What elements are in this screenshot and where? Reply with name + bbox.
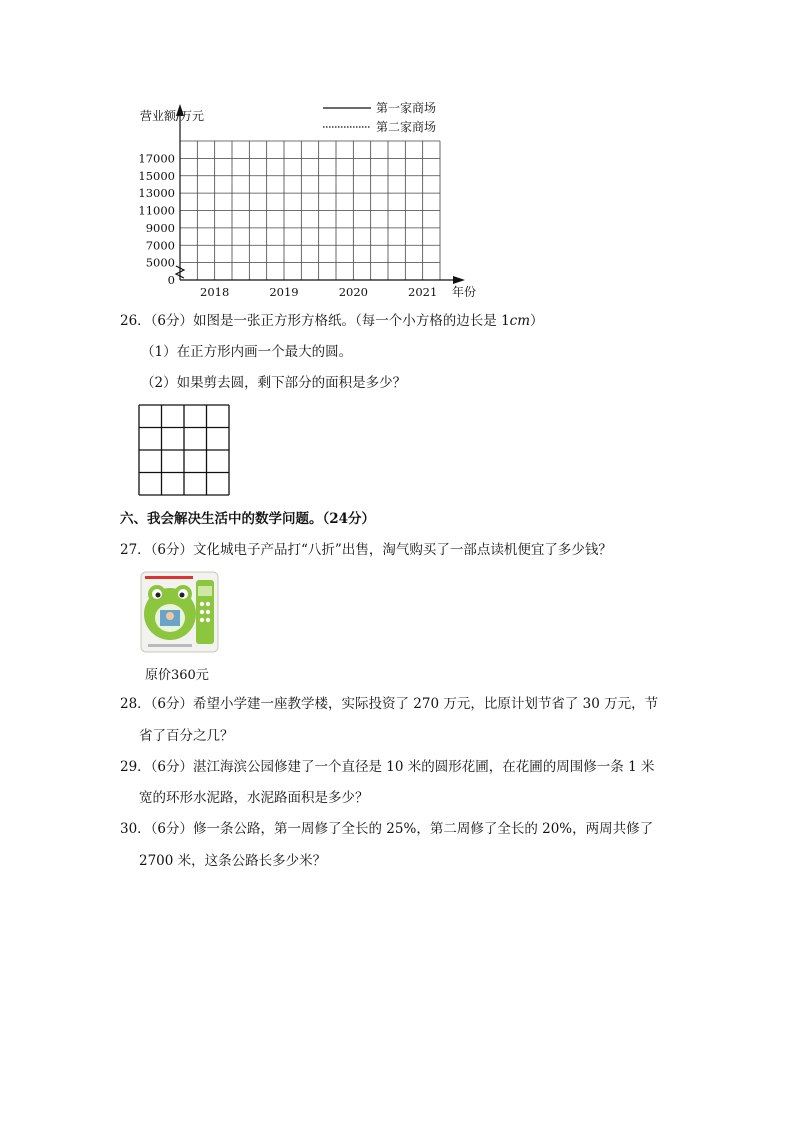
q28-line2: 省了百分之几？ [139,728,234,744]
q28-line1: 28．（6分）希望小学建一座教学楼，实际投资了 270 万元，比原计划节省了 30 万元，节 [120,696,659,712]
square-grid-paper [138,404,232,496]
legend-series-2: 第二家商场 [376,120,437,134]
y-tick-label: 7000 [145,238,175,253]
q26-part1: （1）在正方形内画一个最大的圆。 [141,344,353,360]
axis-break-mark [176,266,184,278]
reading-pen-device-image [140,570,220,654]
y-tick-label: 9000 [145,220,175,235]
y-tick-label: 5000 [145,255,175,270]
y-tick-label: 15000 [138,168,175,183]
x-axis-label: 年份 [452,285,477,299]
chart-legend [323,100,436,134]
y-tick-label: 0 [167,273,175,287]
q30-line1: 30．（6分）修一条公路，第一周修了全长的 25%，第二周修了全长的 20%，两周共修了 [120,821,654,837]
x-axis-arrow [453,276,465,284]
original-price-label: 原价360元 [145,668,209,683]
x-tick-label: 2021 [408,285,438,299]
q26-part2: （2）如果剪去圆，剩下部分的面积是多少？ [141,375,407,391]
x-tick-label: 2019 [269,285,299,299]
q29-line1: 29．（6分）湛江海滨公园修建了一个直径是 10 米的圆形花圃，在花圃的周围修一条 1 米 [120,759,655,775]
y-tick-label: 17000 [138,151,175,166]
y-tick-labels [138,151,175,287]
legend-series-1: 第一家商场 [376,101,437,115]
y-axis-label: 营业额/万元 [140,109,205,123]
chart-grid [180,141,440,280]
x-tick-label: 2018 [200,285,230,299]
sales-line-chart [135,98,480,303]
y-tick-label: 13000 [138,186,175,201]
q29-line2: 宽的环形水泥路，水泥路面积是多少？ [139,790,369,806]
q26-title: 26．（6分）如图是一张正方形方格纸。（每一个小方格的边长是 1cm） [120,313,544,329]
section-6-title: 六、我会解决生活中的数学问题。（24分） [120,511,376,527]
q27-title: 27．（6分）文化城电子产品打“八折”出售，淘气购买了一部点读机便宜了多少钱？ [120,542,612,558]
y-tick-label: 11000 [138,203,175,218]
x-tick-label: 2020 [338,285,368,299]
q30-line2: 2700 米，这条公路长多少米？ [139,853,327,869]
x-tick-labels [200,285,437,299]
